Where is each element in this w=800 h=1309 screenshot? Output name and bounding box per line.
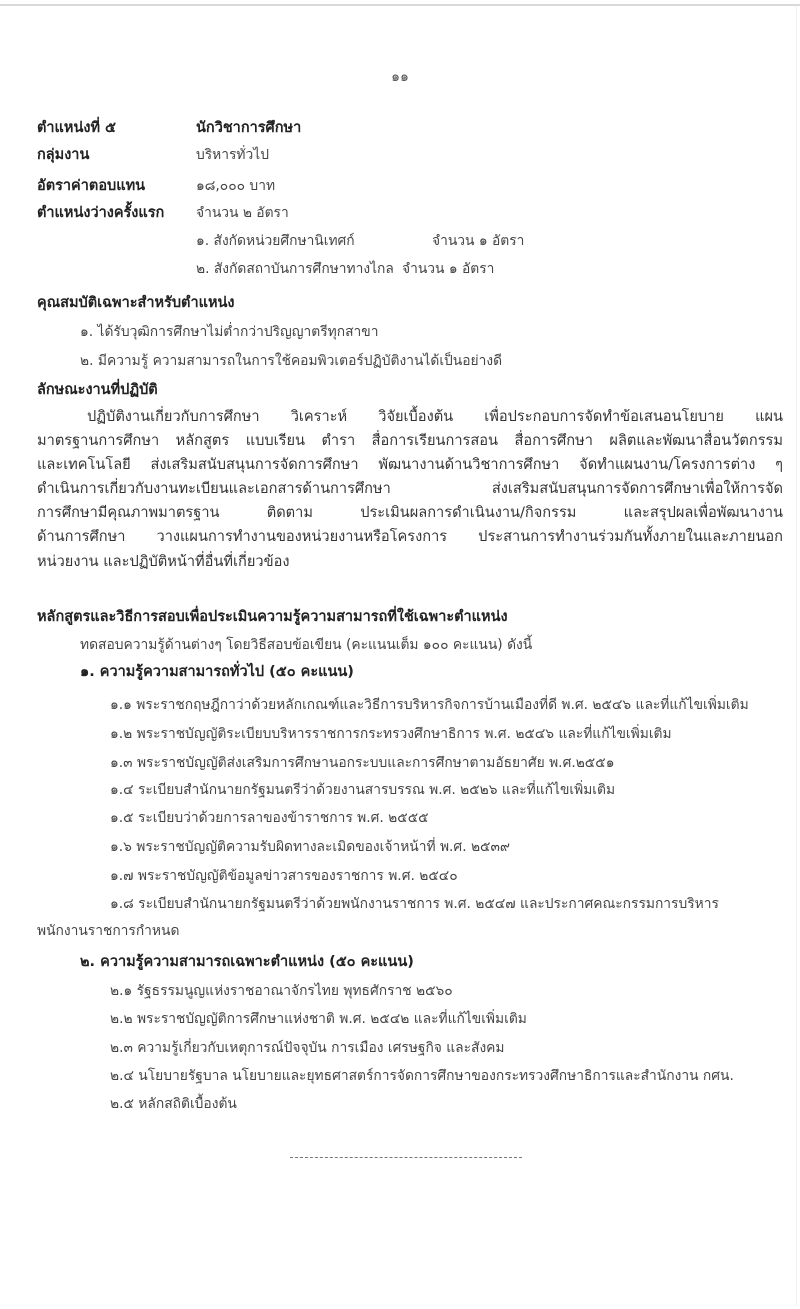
salary-value: ๑๘,๐๐๐ บาท (196, 178, 276, 194)
duties-line: หน่วยงาน และปฏิบัติหน้าที่อื่นที่เกี่ยวข้อง (37, 552, 290, 570)
salary-label: อัตราค่าตอบแทน (37, 178, 146, 194)
exam-item: ๒.๑ รัฐธรรมนูญแห่งราชอาณาจักรไทย พุทธศักราช ๒๕๖๐ (110, 983, 453, 999)
exam-item: ๑.๗ พระราชบัญญัติข้อมูลข่าวสารของราชการ พ.ศ. ๒๕๔๐ (110, 868, 458, 884)
position-label: ตำแหน่งที่ ๕ (37, 120, 117, 136)
exam-item: ๑.๑ พระราชกฤษฎีกาว่าด้วยหลักเกณฑ์และวิธีการบริหารกิจการบ้านเมืองที่ดี พ.ศ. ๒๕๔๖ และที่แก้ไขเพิ่มเติม (110, 697, 749, 713)
exam-item: ๑.๒ พระราชบัญญัติระเบียบบริหารราชการกระทรวงศึกษาธิการ พ.ศ. ๒๕๔๖ และที่แก้ไขเพิ่มเติม (110, 726, 672, 742)
vacancy-item-unit: ๑. สังกัดหน่วยศึกษานิเทศก์ (196, 233, 355, 249)
exam-section-title: ๑. ความรู้ความสามารถทั่วไป (๕๐ คะแนน) (80, 664, 354, 680)
exam-intro: ทดสอบความรู้ด้านต่างๆ โดยวิธีสอบข้อเขียน (คะแนนเต็ม ๑๐๐ คะแนน) ดังนี้ (80, 637, 533, 653)
exam-item-continuation: พนักงานราชการกำหนด (37, 923, 180, 939)
position-value: นักวิชาการศึกษา (196, 120, 302, 136)
exam-item: ๒.๕ หลักสถิติเบื้องต้น (110, 1096, 237, 1112)
vacancy-item-unit: ๒. สังกัดสถาบันการศึกษาทางไกล (196, 261, 394, 277)
exam-item: ๑.๔ ระเบียบสำนักนายกรัฐมนตรีว่าด้วยงานสารบรรณ พ.ศ. ๒๕๒๖ และที่แก้ไขเพิ่มเติม (110, 782, 616, 798)
duties-paragraph (37, 405, 783, 574)
vacancy-label: ตำแหน่งว่างครั้งแรก (37, 205, 165, 221)
page-right-edge (796, 6, 797, 1306)
exam-item: ๒.๓ ความรู้เกี่ยวกับเหตุการณ์ปัจจุบัน การเมือง เศรษฐกิจ และสังคม (110, 1040, 505, 1056)
page-top-edge (0, 4, 800, 6)
duties-line: มาตรฐานการศึกษา หลักสูตร แบบเรียน ตำรา สื่อการเรียนการสอน สื่อการศึกษา ผลิตและพัฒนาสื่อนวัตกรรม (37, 432, 783, 450)
qualification-item: ๑. ได้รับวุฒิการศึกษาไม่ต่ำกว่าปริญญาตรีทุกสาขา (80, 324, 379, 340)
exam-item: ๒.๒ พระราชบัญญัติการศึกษาแห่งชาติ พ.ศ. ๒๕๔๒ และที่แก้ไขเพิ่มเติม (110, 1011, 527, 1027)
exam-item: ๑.๕ ระเบียบว่าด้วยการลาของข้าราชการ พ.ศ. ๒๕๕๕ (110, 810, 429, 826)
vacancy-item-count: จำนวน ๑ อัตรา (402, 261, 495, 277)
vacancy-item-count: จำนวน ๑ อัตรา (432, 233, 525, 249)
group-label: กลุ่มงาน (37, 147, 90, 163)
exam-item: ๑.๘ ระเบียบสำนักนายกรัฐมนตรีว่าด้วยพนักงานราชการ พ.ศ. ๒๕๔๗ และประกาศคณะกรรมการบริหาร (110, 896, 719, 912)
qualification-item: ๒. มีความรู้ ความสามารถในการใช้คอมพิวเตอร์ปฏิบัติงานได้เป็นอย่างดี (80, 353, 503, 369)
qualifications-heading: คุณสมบัติเฉพาะสำหรับตำแหน่ง (37, 295, 235, 311)
page-number: ๑๑ (391, 69, 409, 85)
group-value: บริหารทั่วไป (196, 147, 269, 163)
end-divider (290, 1157, 522, 1158)
exam-section-title: ๒. ความรู้ความสามารถเฉพาะตำแหน่ง (๕๐ คะแนน) (80, 954, 414, 970)
vacancy-value: จำนวน ๒ อัตรา (196, 205, 289, 221)
duties-line: และเทคโนโลยี ส่งเสริมสนับสนุนการจัดการศึกษา พัฒนางานด้านวิชาการศึกษา จัดทำแผนงาน/โครงการต่าง ๆ (37, 456, 783, 474)
exam-heading: หลักสูตรและวิธีการสอบเพื่อประเมินความรู้ความสามารถที่ใช้เฉพาะตำแหน่ง (37, 609, 508, 625)
duties-line: ด้านการศึกษา วางแผนการทำงานของหน่วยงานหรือโครงการ ประสานการทำงานร่วมกันทั้งภายในและภายนอก (37, 528, 783, 546)
duties-heading: ลักษณะงานที่ปฏิบัติ (37, 382, 158, 398)
exam-item: ๑.๖ พระราชบัญญัติความรับผิดทางละเมิดของเจ้าหน้าที่ พ.ศ. ๒๕๓๙ (110, 839, 511, 855)
duties-line: ดำเนินการเกี่ยวกับงานทะเบียนและเอกสารด้านการศึกษา ส่งเสริมสนับสนุนการจัดการศึกษาเพื่อให้การจัด (37, 480, 783, 498)
duties-line: การศึกษามีคุณภาพมาตรฐาน ติดตาม ประเมินผลการดำเนินงาน/กิจกรรม และสรุปผลเพื่อพัฒนางาน (37, 504, 783, 522)
exam-item: ๑.๓ พระราชบัญญัติส่งเสริมการศึกษานอกระบบและการศึกษาตามอัธยาศัย พ.ศ.๒๕๕๑ (110, 755, 615, 771)
exam-item: ๒.๔ นโยบายรัฐบาล นโยบายและยุทธศาสตร์การจัดการศึกษาของกระทรวงศึกษาธิการและสำนักงาน กศน. (110, 1068, 734, 1084)
duties-line: ปฏิบัติงานเกี่ยวกับการศึกษา วิเคราะห์ วิจัยเบื้องต้น เพื่อประกอบการจัดทำข้อเสนอนโยบาย แผน (87, 408, 783, 425)
